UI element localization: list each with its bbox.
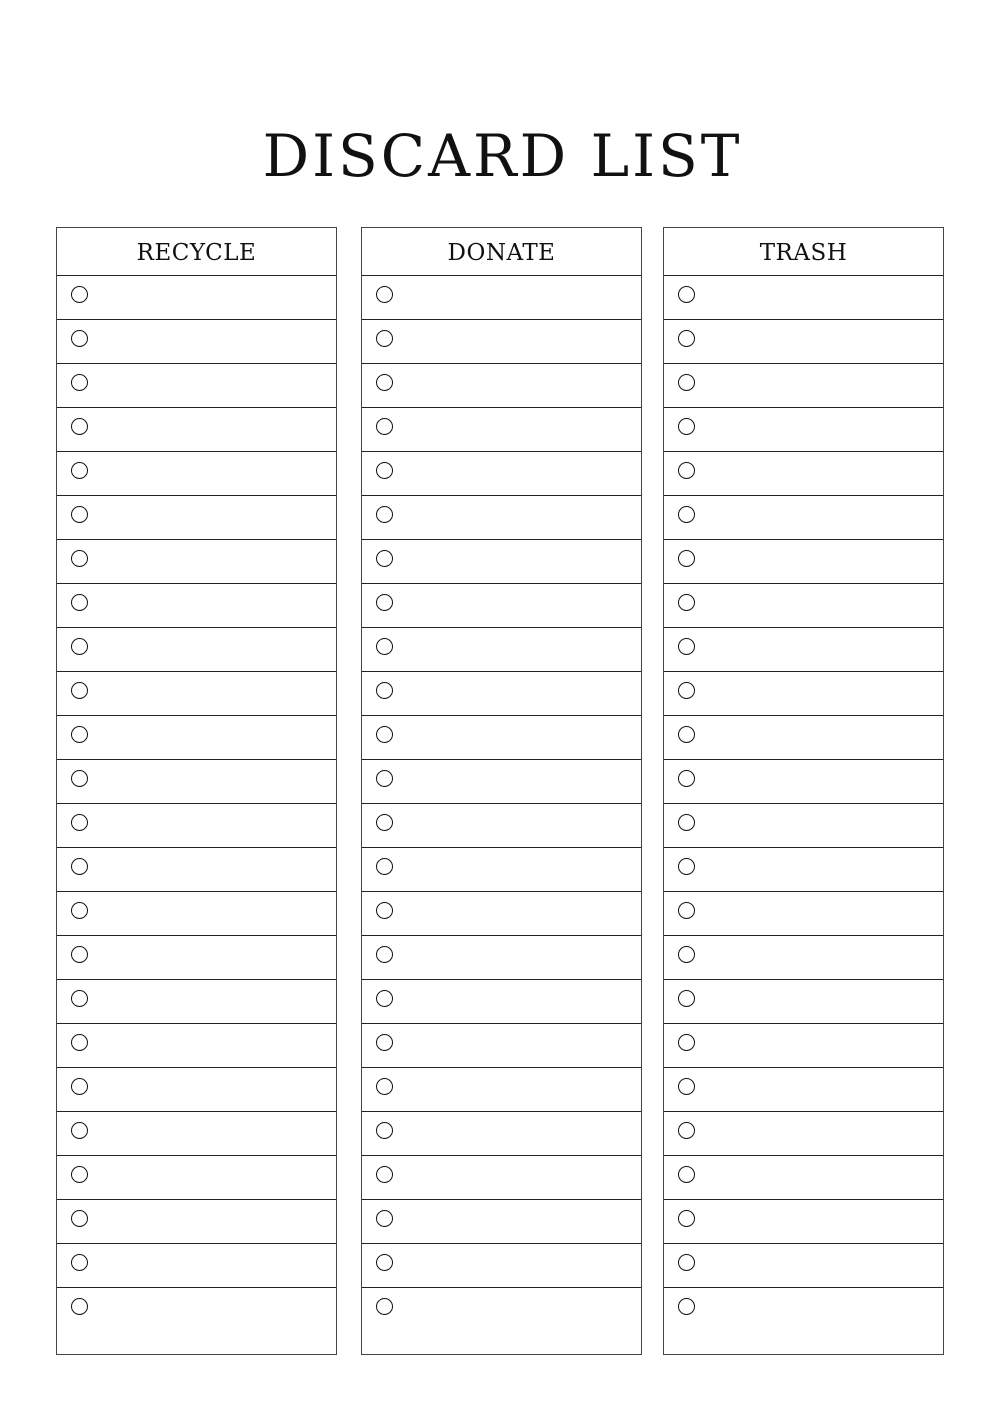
- list-item[interactable]: [57, 1156, 336, 1200]
- list-item[interactable]: [664, 1156, 943, 1200]
- list-item[interactable]: [57, 804, 336, 848]
- list-item[interactable]: [57, 1068, 336, 1112]
- list-item[interactable]: [57, 1288, 336, 1332]
- checkbox-circle-icon[interactable]: [71, 462, 88, 479]
- list-item[interactable]: [57, 628, 336, 672]
- checkbox-circle-icon[interactable]: [71, 1254, 88, 1271]
- column-header-recycle: RECYCLE: [57, 228, 336, 276]
- checkbox-circle-icon[interactable]: [376, 1078, 393, 1095]
- checkbox-circle-icon[interactable]: [376, 418, 393, 435]
- list-item[interactable]: [57, 672, 336, 716]
- list-item[interactable]: [664, 1244, 943, 1288]
- list-item[interactable]: [362, 408, 641, 452]
- list-item[interactable]: [664, 980, 943, 1024]
- checkbox-circle-icon[interactable]: [376, 286, 393, 303]
- list-item[interactable]: [362, 804, 641, 848]
- checkbox-circle-icon[interactable]: [71, 814, 88, 831]
- checkbox-circle-icon[interactable]: [376, 1254, 393, 1271]
- list-item[interactable]: [57, 364, 336, 408]
- checkbox-circle-icon[interactable]: [376, 682, 393, 699]
- list-item[interactable]: [362, 496, 641, 540]
- list-item[interactable]: [664, 496, 943, 540]
- list-item[interactable]: [362, 584, 641, 628]
- checkbox-circle-icon[interactable]: [71, 1034, 88, 1051]
- list-item[interactable]: [362, 628, 641, 672]
- checkbox-circle-icon[interactable]: [71, 1298, 88, 1315]
- checkbox-circle-icon[interactable]: [678, 550, 695, 567]
- list-item[interactable]: [362, 936, 641, 980]
- checkbox-circle-icon[interactable]: [376, 946, 393, 963]
- list-item[interactable]: [362, 1112, 641, 1156]
- list-item[interactable]: [57, 540, 336, 584]
- checkbox-circle-icon[interactable]: [376, 726, 393, 743]
- checkbox-circle-icon[interactable]: [678, 1122, 695, 1139]
- checkbox-circle-icon[interactable]: [376, 1166, 393, 1183]
- list-item[interactable]: [362, 1288, 641, 1332]
- checkbox-circle-icon[interactable]: [71, 726, 88, 743]
- checkbox-circle-icon[interactable]: [71, 594, 88, 611]
- checkbox-circle-icon[interactable]: [678, 1254, 695, 1271]
- checkbox-circle-icon[interactable]: [376, 902, 393, 919]
- checkbox-circle-icon[interactable]: [678, 990, 695, 1007]
- checkbox-circle-icon[interactable]: [678, 726, 695, 743]
- checkbox-circle-icon[interactable]: [71, 946, 88, 963]
- list-item[interactable]: [362, 716, 641, 760]
- list-item[interactable]: [664, 452, 943, 496]
- list-item[interactable]: [362, 760, 641, 804]
- list-item[interactable]: [664, 628, 943, 672]
- list-item[interactable]: [57, 452, 336, 496]
- list-item[interactable]: [362, 1024, 641, 1068]
- checkbox-circle-icon[interactable]: [376, 1298, 393, 1315]
- list-item[interactable]: [57, 1200, 336, 1244]
- list-item[interactable]: [664, 408, 943, 452]
- checkbox-circle-icon[interactable]: [678, 770, 695, 787]
- checkbox-circle-icon[interactable]: [678, 858, 695, 875]
- list-item[interactable]: [664, 320, 943, 364]
- list-item[interactable]: [362, 320, 641, 364]
- checkbox-circle-icon[interactable]: [71, 902, 88, 919]
- checkbox-circle-icon[interactable]: [376, 814, 393, 831]
- list-item[interactable]: [362, 1068, 641, 1112]
- list-item[interactable]: [664, 364, 943, 408]
- list-item[interactable]: [664, 1288, 943, 1332]
- list-item[interactable]: [362, 1244, 641, 1288]
- checkbox-circle-icon[interactable]: [678, 462, 695, 479]
- list-item[interactable]: [57, 320, 336, 364]
- checkbox-circle-icon[interactable]: [71, 550, 88, 567]
- checkbox-circle-icon[interactable]: [71, 858, 88, 875]
- checkbox-circle-icon[interactable]: [71, 286, 88, 303]
- list-item[interactable]: [664, 1112, 943, 1156]
- list-item[interactable]: [664, 1024, 943, 1068]
- checkbox-circle-icon[interactable]: [376, 1210, 393, 1227]
- list-item[interactable]: [664, 936, 943, 980]
- list-item[interactable]: [362, 452, 641, 496]
- checkbox-circle-icon[interactable]: [376, 1122, 393, 1139]
- list-item[interactable]: [362, 540, 641, 584]
- checkbox-circle-icon[interactable]: [678, 594, 695, 611]
- list-item[interactable]: [57, 848, 336, 892]
- list-item[interactable]: [57, 1024, 336, 1068]
- checkbox-circle-icon[interactable]: [376, 506, 393, 523]
- checkbox-circle-icon[interactable]: [71, 990, 88, 1007]
- checkbox-circle-icon[interactable]: [678, 1166, 695, 1183]
- rows-donate: [362, 276, 641, 1332]
- checkbox-circle-icon[interactable]: [376, 594, 393, 611]
- checkbox-circle-icon[interactable]: [71, 1122, 88, 1139]
- list-item[interactable]: [664, 892, 943, 936]
- list-item[interactable]: [362, 1200, 641, 1244]
- list-item[interactable]: [664, 1200, 943, 1244]
- list-item[interactable]: [362, 892, 641, 936]
- checkbox-circle-icon[interactable]: [678, 374, 695, 391]
- checkbox-circle-icon[interactable]: [71, 1166, 88, 1183]
- checkbox-circle-icon[interactable]: [376, 770, 393, 787]
- checkbox-circle-icon[interactable]: [376, 374, 393, 391]
- checkbox-circle-icon[interactable]: [71, 418, 88, 435]
- checkbox-circle-icon[interactable]: [376, 990, 393, 1007]
- list-item[interactable]: [664, 672, 943, 716]
- list-item[interactable]: [664, 716, 943, 760]
- checkbox-circle-icon[interactable]: [376, 550, 393, 567]
- checkbox-circle-icon[interactable]: [678, 1034, 695, 1051]
- checkbox-circle-icon[interactable]: [376, 858, 393, 875]
- checkbox-circle-icon[interactable]: [678, 506, 695, 523]
- checkbox-circle-icon[interactable]: [71, 374, 88, 391]
- list-item[interactable]: [57, 1112, 336, 1156]
- list-item[interactable]: [664, 1068, 943, 1112]
- list-item[interactable]: [664, 760, 943, 804]
- list-item[interactable]: [664, 804, 943, 848]
- rows-trash: [664, 276, 943, 1332]
- list-item[interactable]: [362, 1156, 641, 1200]
- list-item[interactable]: [57, 1244, 336, 1288]
- list-item[interactable]: [57, 276, 336, 320]
- checkbox-circle-icon[interactable]: [376, 330, 393, 347]
- checkbox-circle-icon[interactable]: [678, 902, 695, 919]
- list-item[interactable]: [57, 892, 336, 936]
- list-item[interactable]: [57, 980, 336, 1024]
- list-item[interactable]: [57, 584, 336, 628]
- list-item[interactable]: [664, 584, 943, 628]
- column-recycle: [56, 227, 337, 1355]
- checkbox-circle-icon[interactable]: [678, 682, 695, 699]
- checkbox-circle-icon[interactable]: [678, 1210, 695, 1227]
- checkbox-circle-icon[interactable]: [678, 814, 695, 831]
- column-trash: [663, 227, 944, 1355]
- checkbox-circle-icon[interactable]: [678, 418, 695, 435]
- checkbox-circle-icon[interactable]: [678, 286, 695, 303]
- checkbox-circle-icon[interactable]: [678, 1078, 695, 1095]
- list-item[interactable]: [362, 848, 641, 892]
- list-item[interactable]: [362, 276, 641, 320]
- checkbox-circle-icon[interactable]: [376, 462, 393, 479]
- checkbox-circle-icon[interactable]: [678, 946, 695, 963]
- checkbox-circle-icon[interactable]: [71, 1078, 88, 1095]
- list-item[interactable]: [664, 848, 943, 892]
- list-item[interactable]: [664, 540, 943, 584]
- list-item[interactable]: [57, 760, 336, 804]
- checkbox-circle-icon[interactable]: [71, 1210, 88, 1227]
- checkbox-circle-icon[interactable]: [71, 638, 88, 655]
- column-donate: [361, 227, 642, 1355]
- checkbox-circle-icon[interactable]: [71, 506, 88, 523]
- column-header-donate: DONATE: [362, 228, 641, 276]
- list-item[interactable]: [362, 672, 641, 716]
- checkbox-circle-icon[interactable]: [376, 1034, 393, 1051]
- checkbox-circle-icon[interactable]: [678, 638, 695, 655]
- checkbox-circle-icon[interactable]: [71, 682, 88, 699]
- list-item[interactable]: [362, 364, 641, 408]
- list-item[interactable]: [57, 716, 336, 760]
- column-header-trash: TRASH: [664, 228, 943, 276]
- checkbox-circle-icon[interactable]: [71, 330, 88, 347]
- checkbox-circle-icon[interactable]: [678, 330, 695, 347]
- rows-recycle: [57, 276, 336, 1332]
- checkbox-circle-icon[interactable]: [71, 770, 88, 787]
- list-item[interactable]: [362, 980, 641, 1024]
- checkbox-circle-icon[interactable]: [376, 638, 393, 655]
- list-item[interactable]: [664, 276, 943, 320]
- list-item[interactable]: [57, 496, 336, 540]
- page-title: DISCARD LIST: [262, 121, 743, 190]
- list-item[interactable]: [57, 408, 336, 452]
- checkbox-circle-icon[interactable]: [678, 1298, 695, 1315]
- list-item[interactable]: [57, 936, 336, 980]
